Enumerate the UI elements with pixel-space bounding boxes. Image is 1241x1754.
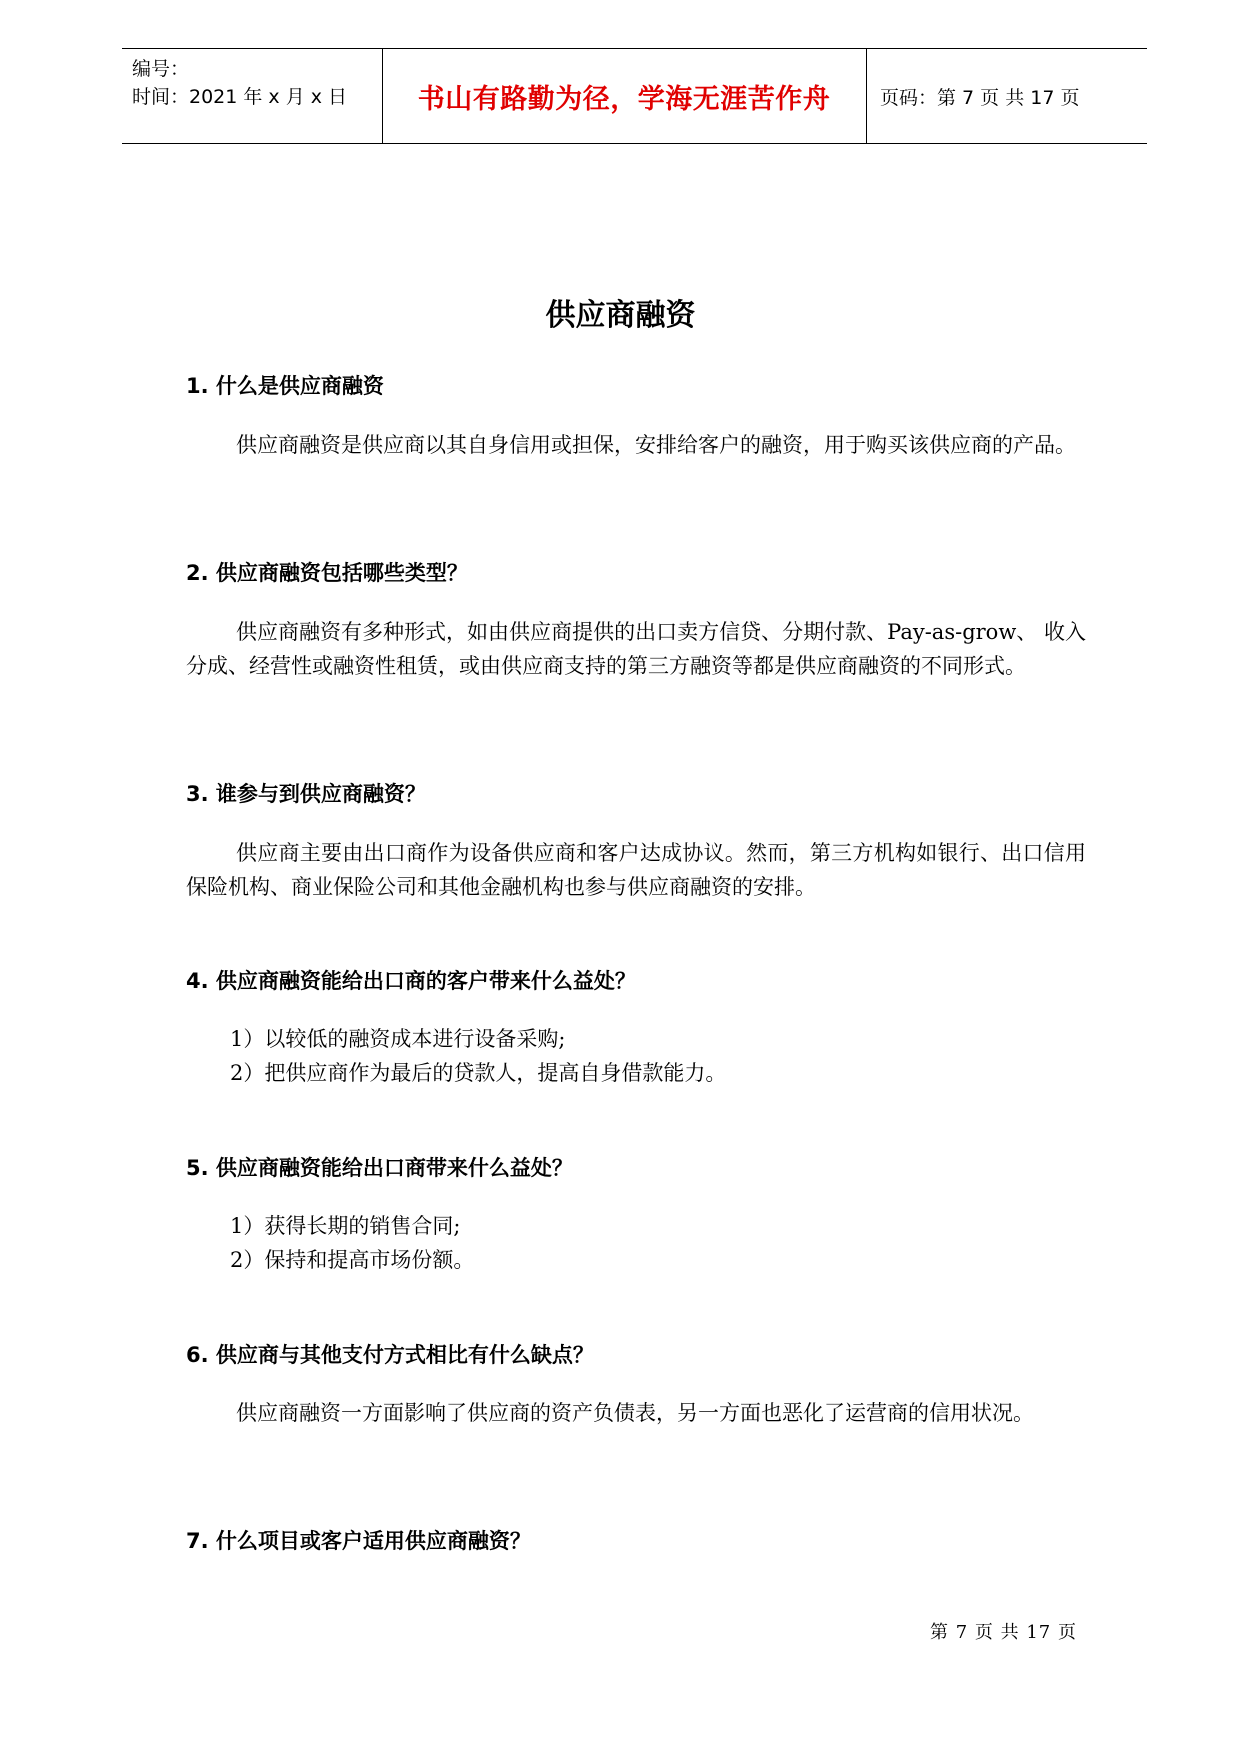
page-footer: 第 7 页 共 17 页 [930, 1622, 1077, 1643]
list-item: 1）获得长期的销售合同; [230, 1214, 461, 1238]
list-item: 2）保持和提高市场份额。 [230, 1248, 475, 1272]
question-5: 5. 供应商融资能给出口商带来什么益处？ [186, 1156, 573, 1180]
question-7: 7. 什么项目或客户适用供应商融资？ [186, 1529, 531, 1553]
document-title: 供应商融资 [545, 298, 696, 333]
question-2: 2. 供应商融资包括哪些类型？ [186, 561, 468, 585]
answer-1: 供应商融资是供应商以其自身信用或担保，安排给客户的融资，用于购买该供应商的产品。 [236, 433, 1076, 457]
header-divider [866, 49, 867, 143]
list-item: 1）以较低的融资成本进行设备采购; [230, 1027, 566, 1051]
page-header [122, 48, 1147, 144]
header-motto: 书山有路勤为径，学海无涯苦作舟 [417, 83, 831, 115]
time-label: 时间：2021 年 x 月 x 日 [132, 86, 348, 108]
answer-6: 供应商融资一方面影响了供应商的资产负债表，另一方面也恶化了运营商的信用状况。 [236, 1401, 1034, 1425]
question-1: 1. 什么是供应商融资 [186, 374, 384, 398]
answer-3: 供应商主要由出口商作为设备供应商和客户达成协议。然而，第三方机构如银行、出口信用保险机构、商业保险公司和其他金融机构也参与供应商融资的安排。 [186, 841, 1086, 899]
answer-2: 供应商融资有多种形式，如由供应商提供的出口卖方信贷、分期付款、Pay-as-grow、 收入分成、经营性或融资性租赁，或由供应商支持的第三方融资等都是供应商融资的不同形式。 [186, 620, 1086, 678]
question-3: 3. 谁参与到供应商融资？ [186, 782, 426, 806]
question-4: 4. 供应商融资能给出口商的客户带来什么益处？ [186, 969, 636, 993]
question-6: 6. 供应商与其他支付方式相比有什么缺点？ [186, 1343, 594, 1367]
header-page-label: 页码：第 7 页 共 17 页 [880, 86, 1080, 109]
header-meta [132, 55, 347, 111]
number-label: 编号： [132, 58, 190, 80]
list-item: 2）把供应商作为最后的贷款人，提高自身借款能力。 [230, 1061, 727, 1085]
